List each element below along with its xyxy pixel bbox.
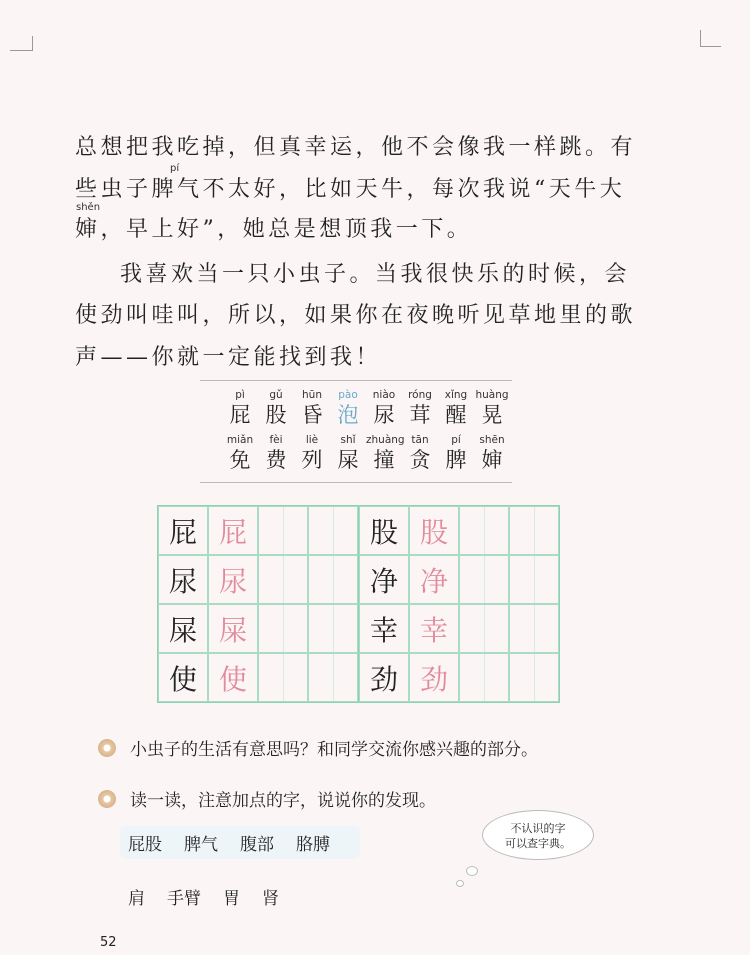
crop-mark-top-left <box>10 36 33 51</box>
model-char: 屎 <box>158 604 208 653</box>
vocab-item: fèi 费 <box>265 434 287 472</box>
model-char: 尿 <box>158 555 208 604</box>
model-char: 幸 <box>359 604 409 653</box>
vocab-item: xǐng 醒 <box>444 389 468 427</box>
vocab-item: pí 脾 <box>445 434 467 472</box>
writing-grid-left <box>157 505 359 703</box>
task-1 <box>98 735 538 760</box>
vocab-item: pì 屁 <box>229 389 251 427</box>
blank-cell <box>258 506 308 555</box>
vocab-item: zhuàng 撞 <box>366 434 405 472</box>
trace-char: 股 <box>409 506 459 555</box>
vocab-item: shǐ 屎 <box>337 434 359 472</box>
trace-char: 劲 <box>409 653 459 702</box>
bullet-icon <box>98 739 116 757</box>
vocab-item: tān 贪 <box>409 434 431 472</box>
blank-cell <box>308 506 358 555</box>
blank-cell <box>258 604 308 653</box>
word: 手臂 <box>167 889 201 909</box>
vocab-item: liè 列 <box>301 434 323 472</box>
vocab-item: gǔ 股 <box>265 389 287 427</box>
word: 胳膊 <box>296 835 330 855</box>
bullet-icon <box>98 790 116 808</box>
word: 屁股 <box>128 835 162 855</box>
model-char: 股 <box>359 506 409 555</box>
blank-cell <box>459 506 509 555</box>
thought-bubble <box>482 810 594 860</box>
writing-grid-right <box>358 505 560 703</box>
blank-cell <box>459 555 509 604</box>
task-2-text: 读一读，注意加点的字，说说你的发现。 <box>130 791 436 811</box>
pinyin-pi: pí <box>170 163 180 174</box>
crop-mark-top-right <box>700 30 721 47</box>
word-list-2 <box>120 880 309 913</box>
vocab-bottom-rule <box>200 482 512 483</box>
bubble-line-2: 可以查字典。 <box>505 837 571 850</box>
vocab-item: huàng 晃 <box>475 389 509 427</box>
blank-cell <box>509 604 559 653</box>
paragraph-line-4: 我喜欢当一只小虫子。当我很快乐的时候，会 <box>120 262 631 287</box>
blank-cell <box>459 653 509 702</box>
word: 肾 <box>262 889 279 909</box>
bubble-dot <box>456 880 464 887</box>
paragraph-line-6: 声——你就一定能找到我！ <box>75 345 382 370</box>
word: 腹部 <box>240 835 274 855</box>
task-2 <box>98 786 436 811</box>
vocab-item: miǎn 免 <box>226 434 254 472</box>
word: 肩 <box>128 889 145 909</box>
blank-cell <box>258 653 308 702</box>
blank-cell <box>258 555 308 604</box>
trace-char: 尿 <box>208 555 258 604</box>
vocab-row-1 <box>222 388 510 428</box>
trace-char: 屁 <box>208 506 258 555</box>
word-list-1 <box>120 826 360 859</box>
vocab-top-rule <box>200 380 512 381</box>
trace-char: 屎 <box>208 604 258 653</box>
paragraph-line-3: 婶，早上好”，她总是想顶我一下。 <box>75 217 473 242</box>
vocab-item-highlighted: pào 泡 <box>337 389 359 427</box>
blank-cell <box>308 653 358 702</box>
blank-cell <box>308 555 358 604</box>
model-char: 使 <box>158 653 208 702</box>
vocab-item: shēn 婶 <box>479 434 505 472</box>
word: 胃 <box>223 889 240 909</box>
pinyin-shen: shěn <box>76 202 101 213</box>
word: 脾气 <box>184 835 218 855</box>
blank-cell <box>308 604 358 653</box>
trace-char: 幸 <box>409 604 459 653</box>
model-char: 劲 <box>359 653 409 702</box>
bubble-line-1: 不认识的字 <box>510 822 566 835</box>
blank-cell <box>509 555 559 604</box>
task-1-text: 小虫子的生活有意思吗？和同学交流你感兴趣的部分。 <box>130 740 538 760</box>
vocab-row-2 <box>222 433 510 473</box>
bubble-dot <box>466 866 478 876</box>
trace-char: 净 <box>409 555 459 604</box>
paragraph-line-1: 总想把我吃掉，但真幸运，他不会像我一样跳。有 <box>75 135 637 160</box>
page-number: 52 <box>100 935 117 950</box>
blank-cell <box>509 653 559 702</box>
paragraph-line-2: 些虫子脾气不太好，比如天牛，每次我说“天牛大 <box>75 177 626 202</box>
blank-cell <box>459 604 509 653</box>
model-char: 屁 <box>158 506 208 555</box>
trace-char: 使 <box>208 653 258 702</box>
model-char: 净 <box>359 555 409 604</box>
vocab-item: róng 茸 <box>408 389 432 427</box>
blank-cell <box>509 506 559 555</box>
vocab-item: niào 尿 <box>372 389 396 427</box>
paragraph-line-5: 使劲叫哇叫，所以，如果你在夜晚听见草地里的歌 <box>75 303 637 328</box>
vocab-item: hūn 昏 <box>301 389 323 427</box>
